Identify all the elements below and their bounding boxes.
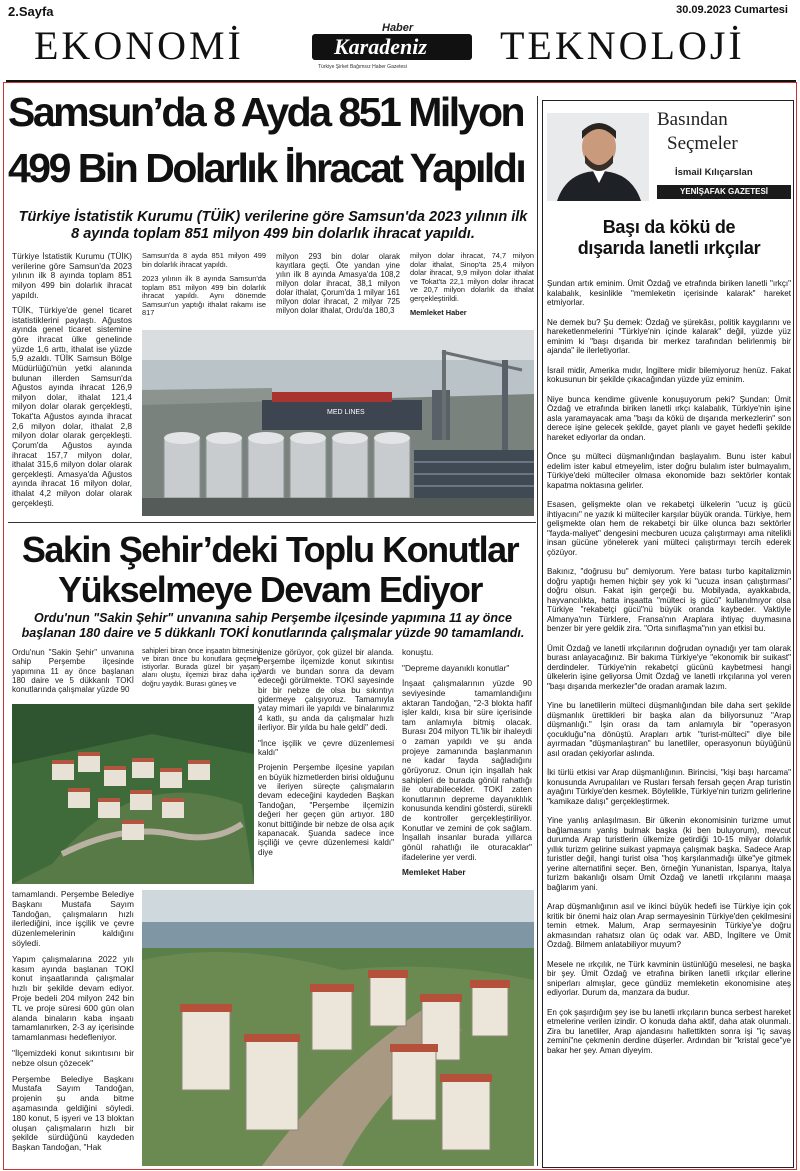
logo-tagline: Türkiye Şirket Bağımsız Haber Gazetesi xyxy=(318,64,407,70)
column-title-line1: Basından xyxy=(657,109,728,130)
story2-headline-line1: Sakin Şehir’deki Toplu Konutlar xyxy=(21,529,519,570)
column-paragraph: İsrail midir, Amerika mıdır, İngiltere midir bilemiyoruz henüz. Fakat kokusunun bir şekilde çıkacağından yüzde yüz eminim. xyxy=(547,365,791,384)
story2-column-4 xyxy=(402,648,532,884)
housing-photo-1 xyxy=(12,704,254,884)
story2-headline-line2: Yükselmeye Devam Ediyor xyxy=(58,569,482,610)
column-paragraph: Ümit Özdağ ve lanetli ırkçılarının doğrudan oynadığı yer tam olarak burası anlayacağınız. Bir bakıma Türkiye'ye "ekonomik bir suikast" derdindeler. Türkiye'nin rekabetçi gücünü kaybetmesi hangi ülkelerin işine geliyorsa Ümit Özdağ ve lanetli ırkçılarına yol veren "başı dışarıda merkezler"de oradan aramak lazım. xyxy=(547,643,791,691)
story1-col1-p2: TÜİK, Türkiye'de genel ticaret istatistiklerini paylaştı. Ağustos ayında genel ticaret sistemine göre ihracat ülke genelinde yüzde 1,6 arttı, ithalat ise yüzde 5,9 azaldı. TÜİK Samsun Bölge Müdürlüğü'nün yetki alanında bulunan illerden Samsun'da Ağustos ayında ihracat 126,9 milyon dolar, ithalat 121,4 milyon dolar olarak gerçekleşti, Tokat'ta Ağustos ayında ihracat 2,6 milyon dolar, ithalat 2,8 milyon dolar olarak gerçekleşti. Çorum'da Ağustos ayında ihracat 157,7 milyon dolar, ithalat 315,6 milyon dolar olarak gerçekleşti. Amasya'da Ağustos ayında ihracat 16 milyon dolar, ithalat 4,2 milyon dolar olarak gerçekleşti. xyxy=(12,305,132,508)
column-paragraph: Niye bunca kendime güvenle konuşuyorum peki? Şundan: Ümit Özdağ ve etrafında biriken lanetli ırkçı kalabalık, Türkiye'nin işine asla yaramayacak ama "başı da kökü de dışarıda merkezlerin" son derece işine gelecek şekilde, gayet planlı ve gayet hedefli şekilde hareket ediyorlar da ondan. xyxy=(547,394,791,442)
section-title-left: EKONOMİ xyxy=(34,23,244,68)
top-bar xyxy=(0,0,800,22)
issue-date: 30.09.2023 Cumartesi xyxy=(676,4,788,16)
story2-column-2-top xyxy=(142,648,260,695)
port-photo-illustration xyxy=(142,330,534,516)
logo-name: Karadeniz xyxy=(334,34,427,59)
page-number: 2.Sayfa xyxy=(8,4,54,19)
story1-col3-p1: milyon 293 bin dolar olarak kayıtlara geçti. Öte yandan yine yılın ilk 8 ayında Amasya'da 108,2 milyon dolar ihracat, 38,1 milyon dolar ithalat, Çorum'da 1 milyar 161 milyon dolar ihracat, 2 milyar 725 milyon dolar ithalat, Ordu'da 180,3 xyxy=(276,252,400,316)
column-paragraph: Yine bu lanetlilerin mülteci düşmanlığından bile daha sert şekilde düşmanlık ürettikleri bir başka alan da biliyorsunuz "Arap düşmanlığı." İşin orası da tam anlamıyla bir "operasyon çocukluğu"na dönüştü. Arapları artık "turist-mülteci" diye bile ayırmadan "düşmanlaştıran" bu lanetliler, operasyonun büyüğünü asıl oradan çekiyorlar aslında. xyxy=(547,701,791,758)
column-paragraph: Arap düşmanlığının asıl ve ikinci büyük hedefi ise Türkiye için çok kritik bir önemi haiz olan Arap sermayesinin Türkiye'den çekilmesini temin etmek. Malum, Arap sermayesinin Türkiye'ye doğru akmasından rahatsız olan üç odak var. ABD, İngiltere ve Ümit Özdağ. Bilmem anlatabiliyor muyum? xyxy=(547,902,791,949)
story1-headline-line2: 499 Bin Dolarlık İhracat Yapıldı xyxy=(8,145,525,191)
story2-col1-bottom-p2: Yapım çalışmalarına 2022 yılı kasım ayında başlanan TOKİ konut inşaatlarında çalışmalar hızlı bir şekilde devam ediyor. Proje bedeli 204 milyon 242 bin TL ve proje süresi 600 gün olan alanda binaların kaba inşaatı tamamlanırken, 2-3 ay içerisinde tamamlanması hedefleniyor. xyxy=(12,953,134,1043)
housing-photo-1-illustration xyxy=(12,704,254,884)
column-paragraph: Önce şu mülteci düşmanlığından başlayalım. Bunu ister kabul edelim ister kabul etmeyelim, ister doğru bulalım ister bulmayalım, Türkiye'deki mülteciler olmasa ekonomide bazı sektörler kontak kapatma noktasına gelirler. xyxy=(547,452,791,490)
logo-top-word: Haber xyxy=(382,22,414,34)
story2-signature: Memleket Haber xyxy=(402,867,466,878)
story2-col1-bottom-p3: "İlçemizdeki konut sıkıntısını bir nebze olsun çözecek" xyxy=(12,1047,134,1068)
column-paragraph: Yine yanlış anlaşılmasın. Bir ülkenin ekonomisinin turizme umut bağlamasını yanlış bulmak başka (ki ben buluyorum), mevcut durumda Arap turistlerin ülkemize getirdiği 10-15 milyar dolarlık yıllık turizm gelirine suikast yapmaya çalışmak başka. Sadece Arap turistler değil, hangi turist olsa "hoş karşılanmadığı ülke"ye gitmek yerine alternatifini seçer. Ben, örneğin Yunanistan, İspanya, İtalya turizm bakanlığı olsam Ümit Özdağ ve lanetli ırkçılarını maaşa bağlarım yani. xyxy=(547,816,791,892)
story1-col1-p1: Türkiye İstatistik Kurumu (TÜİK) verilerine göre Samsun'da 2023 yılının ilk 8 ayında toplam 851 milyon 499 bin dolarlık ihracat yapıldı. xyxy=(12,251,132,300)
column-source-badge: YENİŞAFAK GAZETESİ xyxy=(657,185,791,199)
column-paragraph: İki türlü etkisi var Arap düşmanlığının. Birincisi, "kişi başı harcama" konusunda Avrupalıları ve Rusları fersah fersah geçen Arap turistin ayağını Türkiye'den kesmek. Böylelikle, Türkiye'nin turizm gelirlerine "kamikaze dalışı" gerçekleştirmek. xyxy=(547,768,791,806)
story1-subhead: Türkiye İstatistik Kurumu (TÜİK) verilerine göre Samsun'da 2023 yılının ilk 8 ayında toplam 851 milyon 499 bin dolarlık ihracat yapıldı. xyxy=(18,209,528,242)
column-paragraph: Şundan artık eminim. Ümit Özdağ ve etrafında biriken lanetli "ırkçı" kalabalık, kesinlikle "memleketin içerisinde kalarak" hareket etmiyorlar. xyxy=(547,279,791,307)
story1-col2-p2: 2023 yılının ilk 8 ayında Samsun'da toplam 851 milyon 499 bin dolarlık ihracat yapıldı. Aynı dönemde Samsun'un yaptığı ithalat rakamı ise 817 xyxy=(142,274,266,318)
story2-column-1-bottom xyxy=(12,890,134,1159)
port-photo xyxy=(142,330,534,516)
story2-col1-bottom-p4: Perşembe Belediye Başkanı Mustafa Sayım Tandoğan, projenin şu anda bitme aşamasında geldiğini söyledi. 180 konut, 5 işyeri ve 13 bloktan oluşan çalışmaların hızlı bir şekilde sürdüğünü kaydeden Başkan Tandoğan, "Hak xyxy=(12,1073,134,1153)
story1-headline xyxy=(8,84,536,196)
story1-col4-p1: milyon dolar ihracat, 74,7 milyon dolar ithalat, Sinop'ta 25,4 milyon dolar ihracat, 9,9 milyon dolar ithalat ve Tokat'ta 22,1 milyon dolar ihracat ve 20,7 milyon dolarlık da ithalat gerçekleştirildi. xyxy=(410,251,534,303)
column-headline xyxy=(551,217,787,259)
column-paragraph: Ne demek bu? Şu demek: Özdağ ve şürekâsı, politik kaygılarını ve hareketlenmelerini "Türkiye'nin içinde kalarak" değil, yüzde yüz eminim ki "başı dışarıda bir merkez tarafından belirlenmiş bir ajanda" ile ilerletiyorlar. xyxy=(547,317,791,355)
column-paragraph: Mesele ne ırkçılık, ne Türk kavminin üstünlüğü meselesi, ne başka bir şey. Ümit Özdağ ve etrafına biriken lanetli ırkçılar ellerine sniperları almışlar, gece gündüz memleketin ekonomisine ateş ediyorlar. Durum da, manzara da budur. xyxy=(547,959,791,997)
story2-headline xyxy=(10,530,530,610)
section-title-right: TEKNOLOJİ xyxy=(500,23,745,68)
story2-col1-bottom-p1: tamamlandı. Perşembe Belediye Başkanı Mustafa Sayım Tandoğan, çalışmaların hızlı ilerlediğini, ince işçilik ve çevre düzenlemelerinin kaldığını söyledi. xyxy=(12,889,134,948)
story2-col4-p1: konuştu. xyxy=(402,647,434,657)
housing-photo-2-illustration xyxy=(142,890,534,1166)
column-paragraph: Esasen, gelişmekte olan ve rekabetçi ülkelerin "ucuz iş gücü ihtiyacını" ne yazık ki mülteciler karşılar büyük oranda. Türkiye, hem gelişmekte olan hem de rekabetçi bir ülke olunca bazı sektörler "fayda-maliyet" dengesini mecburen ucuza çalıştırmayı ama nitelikli insan gücüne yönelerek yani mülteci çalıştırmayı tercih ederek çözüyor. xyxy=(547,500,791,557)
story2-col1-top: Ordu'nun "Sakin Şehir" unvanına sahip Perşembe ilçesinde yapımına 11 ay önce başlanan 180 daire ve 5 dükkanlı TOKİ konutlarında çalışmalar yüzde 90 xyxy=(12,648,134,695)
column-header xyxy=(547,107,791,201)
column-headline-line2: dışarıda lanetli ırkçılar xyxy=(577,238,761,258)
story1-column-2 xyxy=(142,252,266,324)
column-paragraph: En çok şaşırdığım şey ise bu lanetli ırkçıların bunca serbest hareket etmelerine verilen izindir. O konuda daha aktif, daha atak olunmalı. Zira bu lanetliler, Arap ajandasını hallettikten sonra işi "iç savaş zemini"ne çekmenin derdine düşerler. Ardından bir "kristal gece"ye bakar her şey. Aman diyeyim. xyxy=(547,1007,791,1055)
ship-label: MED LINES xyxy=(327,409,365,416)
story1-headline-line1: Samsun’da 8 Ayda 851 Milyon xyxy=(8,89,524,135)
newspaper-logo xyxy=(312,22,472,78)
story1-column-3 xyxy=(276,252,400,321)
story-divider xyxy=(8,522,536,523)
column-paragraph: Bakınız, "doğrusu bu" demiyorum. Yere batası turbo kapitalizmin doğru yaptığı hemen hiçbir şey yok ki "ucuza insan çalıştırması" doğru olsun. Fakat işin gerçeği bu. Mobilyada, ayakkabıda, hayvancılıkta, hatta inşaatta "mülteci iş gücü" kullanılmıyor olsa Türkiye "rekabetçi gücü"nü büyük oranda kaybeder. Vaktiyle Almanya'nın Türklere, Fransa'nın Araplara ihtiyaç duymasına benzer bir yere geldik zira. "Orta sınıflaşma"nın yan etkisi bu. xyxy=(547,567,791,633)
author-photo xyxy=(547,113,649,201)
story2-col4-p2: "Depreme dayanıklı konutlar" xyxy=(402,662,510,673)
column-headline-line1: Başı da kökü de xyxy=(602,217,736,237)
story2-col2-top: sahipleri biran önce inşaatın bitmesini ve biran önce bu konutlara geçmek istiyorlar. Burada güzel bir yaşam alanı oluştu, ilçemizi biraz daha içe doğru yaydık. Burası güneş ve xyxy=(142,648,260,688)
column-divider xyxy=(537,96,538,1166)
story2-col3-p2: "İnce işçilik ve çevre düzenlemesi kaldı" xyxy=(258,738,394,757)
story1-signature: Memleket Haber xyxy=(410,308,467,318)
story2-column-1-top xyxy=(12,648,134,700)
housing-photo-2 xyxy=(142,890,534,1166)
story1-column-4 xyxy=(410,252,534,324)
avatar-illustration xyxy=(547,113,649,201)
story2-col3-p1: denize görüyor, çok güzel bir alanda. Perşembe ilçemizde konut sıkıntısı vardı ve bundan sonra da devam edeceği görülmekte. TOKİ sayesinde bir bir nebze de olsa bu sıkıntıyı gidermeye çalışıyoruz. Tamamıyla yatay mimari ile yapıldı ve binalarımız 4 katlı, şu anda da çalışmalar hızlı ilerliyor. Bir yılda bu hale geldi" dedi. xyxy=(258,648,394,733)
story2-col3-p3: Projenin Perşembe ilçesine yapılan en büyük hizmetlerden birisi olduğunu ve ileriyen süreçte çalışmaların devam edeceğini kaydeden Başkan Tandoğan, "Perşembe ilçemizin değeri her geçen gün artıyor. 180 konut bittiğinde bir nebze de olsa açık kapanacak. Şuanda sadece ince işçiliği ve çevre düzenlemesi kaldı" diye xyxy=(258,763,394,857)
column-title-line2: Seçmeler xyxy=(667,133,738,154)
story2-subhead: Ordu'nun "Sakin Şehir" unvanına sahip Perşembe ilçesinde yapımına 11 ay önce başlanan 180 daire ve 5 dükkanlı TOKİ konutlarında çalışmalar yüzde 90 tamamlandı. xyxy=(21,611,525,640)
story2-col4-p3: İnşaat çalışmalarının yüzde 90 seviyesinde tamamlandığını aktaran Tandoğan, "2-3 blokta hafif işler kaldı, kısa bir süre içerisinde tam anlamıyla bitmiş olacak. Burası 204 milyon TL'lik bir ihaleydi o zaman yapıldı ve şu anda projeye zamanında başlanmanın ne kadar fayda sağladığını görüyoruz. Onun için inşallah hak sahipleri de burada gönül rahatlığı ile oturabilecekler. TOKİ zaten konutlarının depreme dayanıklılık konusunda kendini gösterdi, sürekli de kontroller gerçekleştiriliyor. Konutlar ve zemini de çok sağlam. İnşallah insanlar burada yıllarca gönül rahatlığı ile oturacaklar" ifadelerine yer verdi. xyxy=(402,678,532,862)
story1-column-1 xyxy=(12,252,132,514)
column-body xyxy=(547,279,791,1065)
story2-column-3 xyxy=(258,648,394,863)
column-author: İsmail Kılıçarslan xyxy=(675,167,753,178)
header-rule xyxy=(6,80,796,82)
opinion-column xyxy=(542,100,794,1168)
story1-col2-p1: Samsun'da 8 ayda 851 milyon 499 bin dolarlık ihracat yapıldı. xyxy=(142,251,266,269)
